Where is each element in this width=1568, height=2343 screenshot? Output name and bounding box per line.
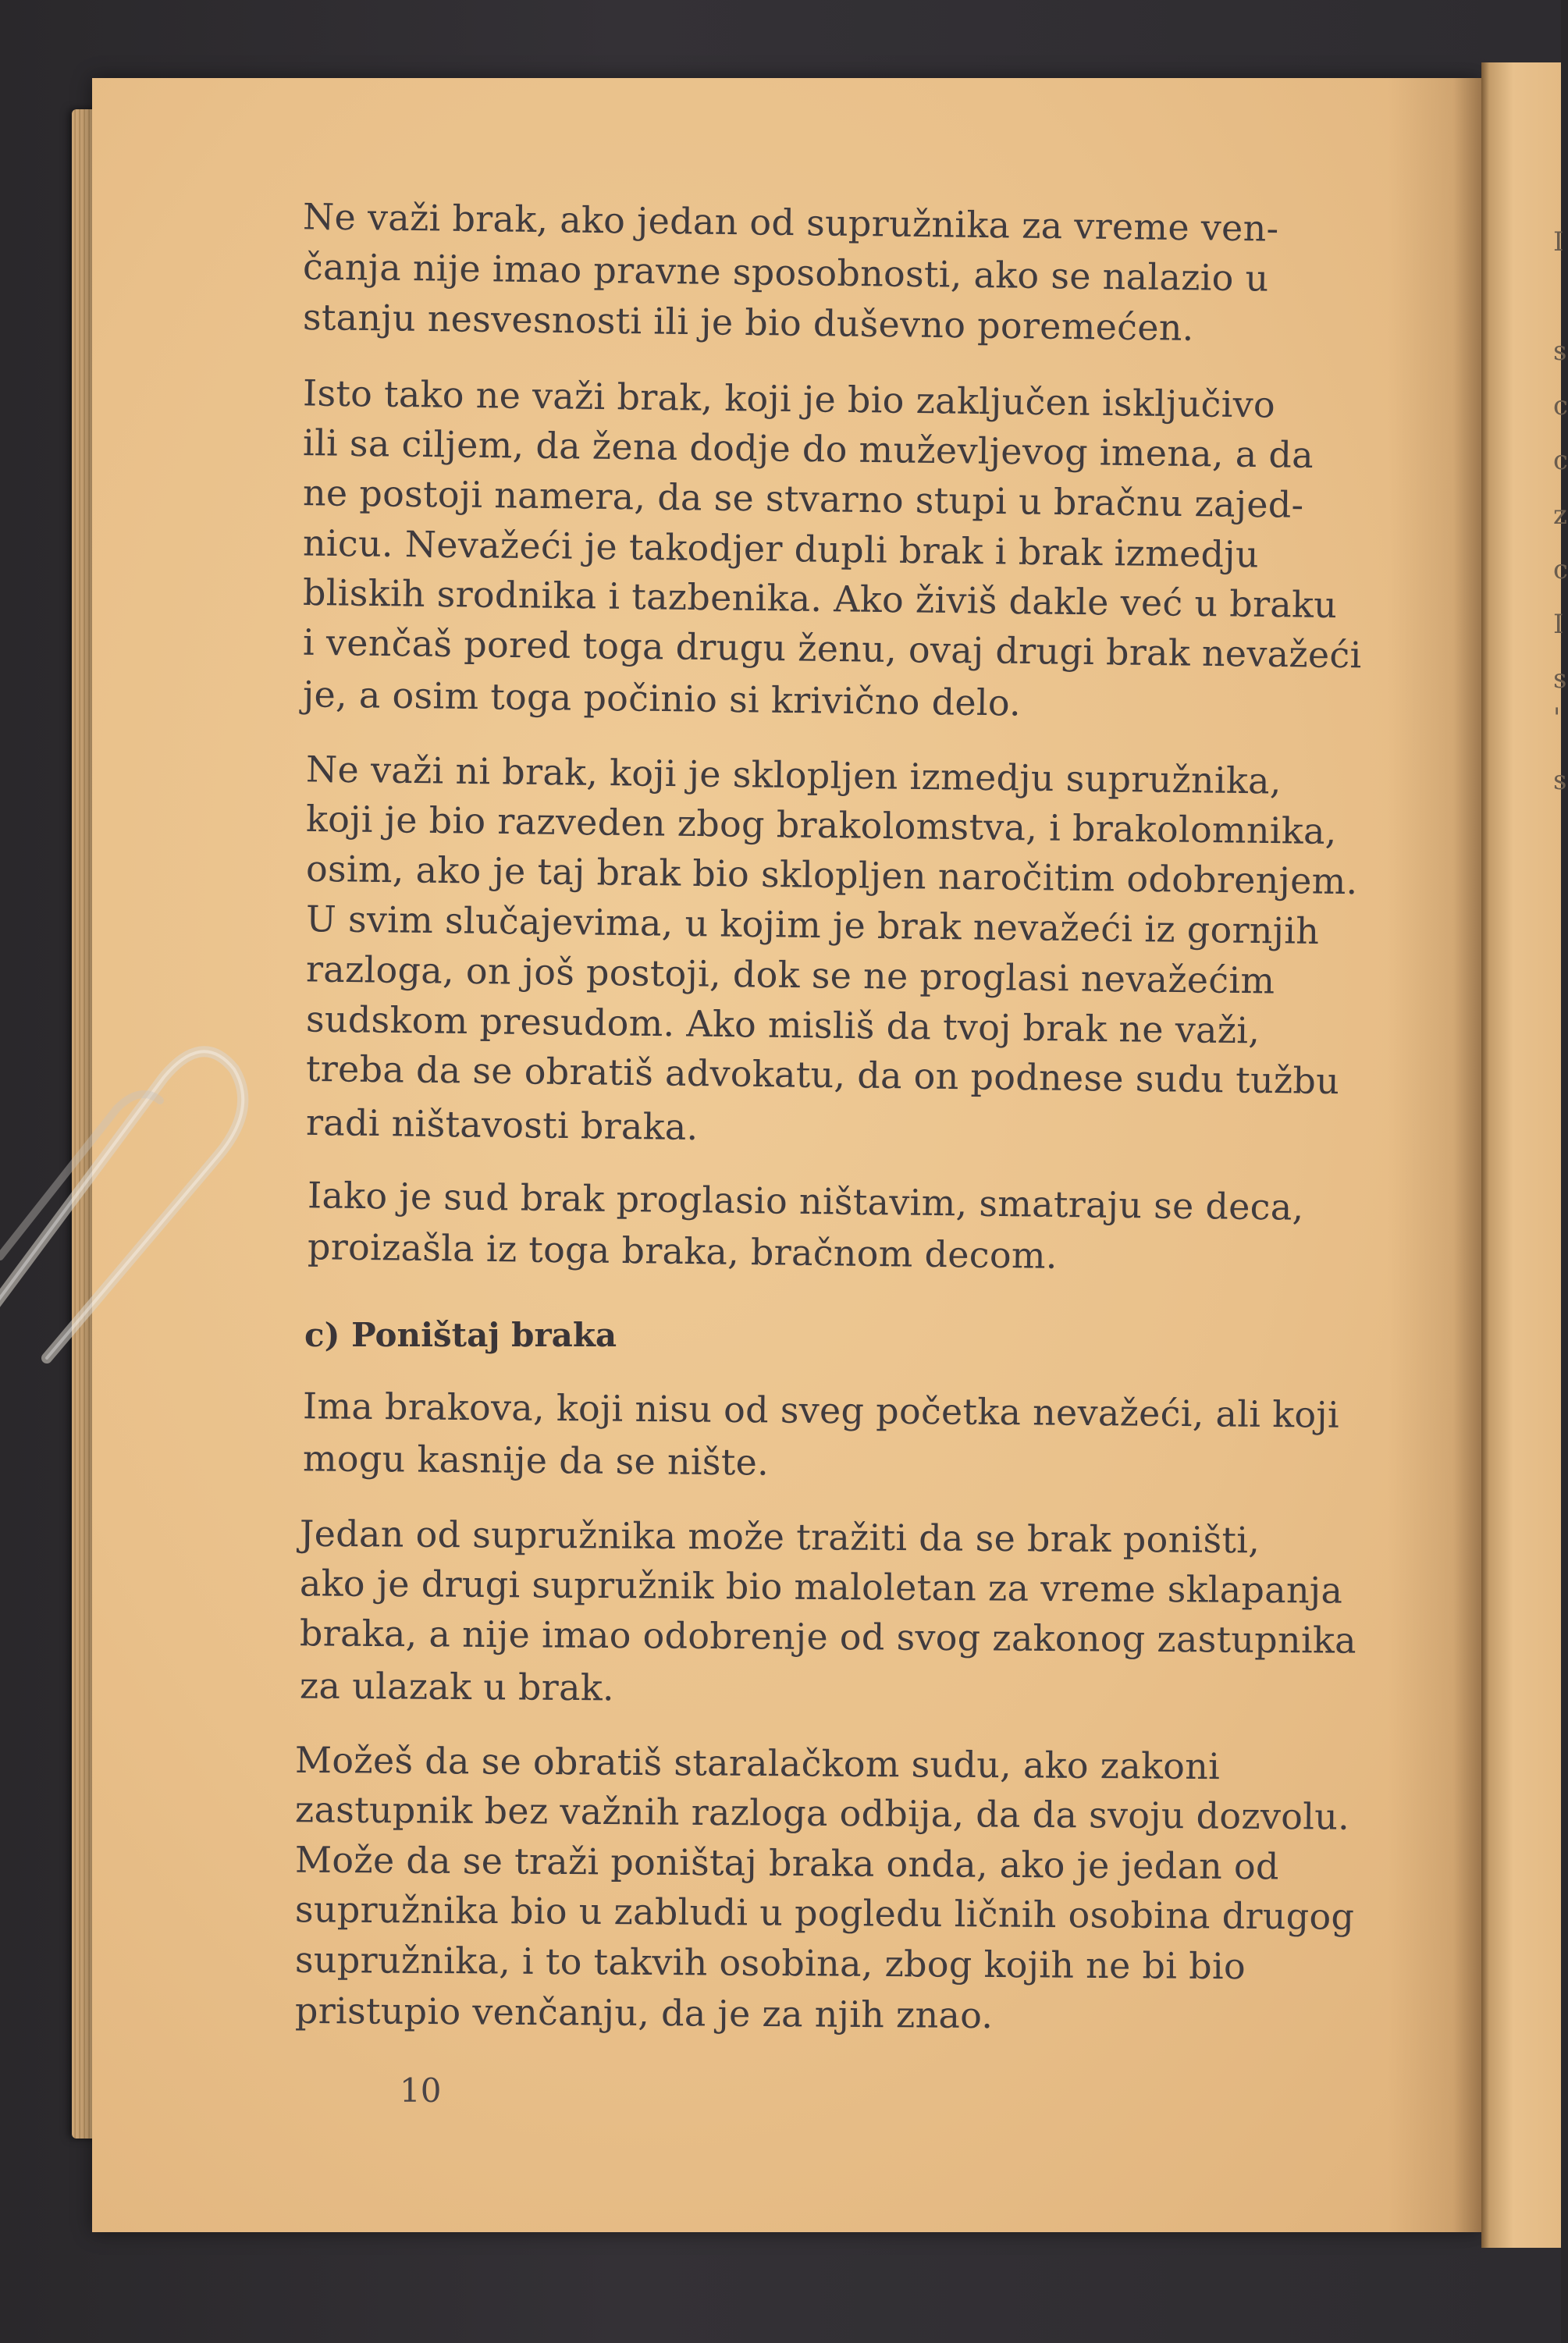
text-line: sudskom presudom. Ako misliš da tvoj brak ne važi, [305, 997, 1260, 1052]
text-line: stanju nesvesnosti ili je bio duševno poremećen. [302, 296, 1194, 349]
text-line: i venčaš pored toga drugu ženu, ovaj drugi brak nevažeći [302, 620, 1362, 677]
text-line: je, a osim toga počinio si krivično delo. [302, 673, 1022, 724]
text-line: Ima brakova, koji nisu od sveg početka nevažeći, ali koji [302, 1385, 1340, 1436]
text-line: Ne važi ni brak, koji je sklopljen izmedju supružnika, [305, 748, 1282, 802]
text-line: ili sa ciljem, da žena dodje do muževljevog imena, a da [302, 421, 1314, 476]
facing-page-letter: I [1553, 226, 1564, 258]
text-line: braka, a nije imao odobrenje od svog zakonog zastupnika [299, 1612, 1357, 1662]
facing-page-letter: ' [1553, 702, 1561, 734]
text-line: supružnika, i to takvih osobina, zbog kojih ne bi bio [294, 1938, 1246, 1988]
text-line: Možeš da se obratiš staralačkom sudu, ako zakoni [294, 1738, 1221, 1788]
text-line: U svim slučajevima, u kojim je brak nevažeći iz gornjih [305, 898, 1320, 952]
text-line: koji je bio razveden zbog brakolomstva, i brakolomnika, [305, 797, 1337, 853]
text-line: Jedan od supružnika može tražiti da se brak poništi, [299, 1512, 1260, 1562]
facing-page-letter: c [1553, 390, 1568, 421]
text-line: bliskih srodnika i tazbenika. Ako živiš dakle već u braku [302, 571, 1338, 627]
facing-page-letter: I [1553, 609, 1564, 640]
text-line: ne postoji namera, da se stvarno stupi u bračnu zajed- [302, 471, 1304, 526]
text-line: Iako je sud brak proglasio ništavim, smatraju se deca, [307, 1174, 1304, 1228]
text-line: zastupnik bez važnih razloga odbija, da da svoju dozvolu. [294, 1788, 1350, 1838]
text-line: proizašla iz toga braka, bračnom decom. [307, 1225, 1058, 1277]
text-line: razloga, on još postoji, dok se ne proglasi nevažećim [305, 948, 1275, 1002]
text-line: čanja nije imao pravne sposobnosti, ako se nalazio u [302, 245, 1269, 300]
facing-page-letter: s [1553, 336, 1567, 367]
facing-page-letter: c [1553, 445, 1568, 476]
text-line: mogu kasnije da se nište. [302, 1437, 770, 1484]
text-line: Može da se traži poništaj braka onda, ako je jedan od [294, 1838, 1279, 1888]
text-line: za ulazak u brak. [299, 1664, 615, 1709]
facing-page-letter: c [1553, 554, 1568, 585]
text-line: Isto tako ne važi brak, koji je bio zaključen isključivo [302, 372, 1276, 426]
text-line: nicu. Nevažeći je takodjer dupli brak i brak izmedju [302, 521, 1260, 576]
facing-page-letter: s [1553, 663, 1567, 695]
text-line: ako je drugi supružnik bio maloletan za vreme sklapanja [299, 1562, 1343, 1612]
page-number: 10 [400, 2071, 442, 2110]
text-line: radi ništavosti braka. [305, 1100, 699, 1149]
text-line: pristupio venčanju, da je za njih znao. [294, 1989, 994, 2037]
facing-page-letter: s [1553, 765, 1567, 796]
facing-page-letter: z [1553, 500, 1567, 531]
section-heading: c) Poništaj braka [304, 1316, 617, 1354]
text-line: Ne važi brak, ako jedan od supružnika za vreme ven- [302, 195, 1279, 250]
text-line: osim, ako je taj brak bio sklopljen naročitim odobrenjem. [305, 847, 1358, 903]
text-line: treba da se obratiš advokatu, da on podnese sudu tužbu [305, 1047, 1340, 1103]
text-line: supružnika bio u zabludi u pogledu ličnih osobina drugog [294, 1888, 1355, 1938]
